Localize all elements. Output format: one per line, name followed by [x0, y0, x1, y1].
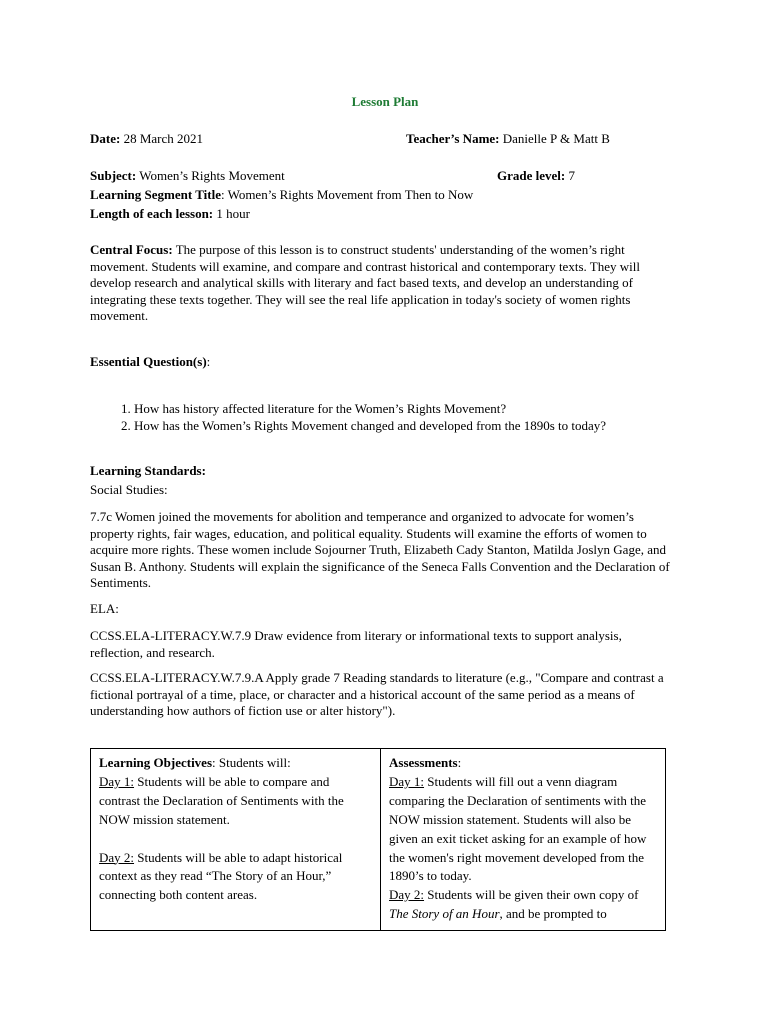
assessment-day-2-tail: , and be prompted to — [499, 906, 607, 922]
objective-day-2-label: Day 2: — [99, 849, 135, 865]
grade-field — [497, 168, 575, 185]
social-studies-standard: 7.7c Women joined the movements for abolition and temperance and organized to advocate for women’s property rights, fair wages, education, and political equality. Students will examine the efforts of women to acquire more rights. These women include Sojourner Truth, Elizabeth Cady Stanton, Matilda Joslyn Gage, and Susan B. Anthony. Students will explain the significance of the Seneca Falls Convention and the Declaration of Sentiments. — [90, 509, 670, 590]
segment-field — [90, 187, 473, 204]
objectives-assessments-table — [90, 748, 666, 931]
essential-colon: : — [206, 354, 211, 369]
objectives-intro: : Students will: — [212, 755, 291, 770]
ela-label: ELA: — [90, 601, 119, 616]
central-focus-label: Central Focus: — [90, 242, 173, 257]
social-studies-label: Social Studies: — [90, 482, 168, 497]
list-item: 1. How has history affected literature for the Women’s Rights Movement? — [134, 401, 724, 418]
objective-day-2 — [99, 849, 372, 906]
grade-value: 7 — [568, 168, 575, 183]
assessment-day-2 — [389, 886, 657, 924]
learning-standards-heading — [90, 463, 206, 480]
length-label: Length of each lesson: — [90, 206, 214, 221]
assessment-day-2-text: Students will be given their own copy of — [424, 887, 639, 903]
objectives-label: Learning Objectives — [99, 755, 213, 770]
essential-questions-heading — [90, 354, 210, 371]
length-value: 1 hour — [216, 206, 250, 221]
assessments-cell — [381, 749, 666, 931]
objectives-cell — [91, 749, 381, 931]
assessments-colon: : — [457, 755, 462, 770]
subject-label: Subject: — [90, 168, 137, 183]
central-focus — [90, 242, 678, 325]
objective-day-2-text: Students will be able to adapt historical context as they read “The Story of an Hour,” connecting both content areas. — [99, 849, 343, 903]
ela-standard-2: CCSS.ELA-LITERACY.W.7.9.A Apply grade 7 Reading standards to literature (e.g., "Compare and contrast a fictional portrayal of a time, place, or character and a historical account of the same period as a means of understanding how authors of fiction use or alter history"). — [90, 670, 664, 718]
page-title: Lesson Plan — [351, 94, 419, 109]
objective-day-1-label: Day 1: — [99, 773, 135, 789]
grade-label: Grade level: — [497, 168, 566, 183]
teacher-field — [406, 131, 610, 148]
subject-value: Women’s Rights Movement — [139, 168, 285, 183]
teacher-label: Teacher’s Name: — [406, 131, 500, 146]
subject-field — [90, 168, 285, 185]
date-value: 28 March 2021 — [123, 131, 204, 146]
segment-label: Learning Segment Title — [90, 187, 221, 202]
assessment-day-1-label: Day 1: — [389, 773, 425, 789]
table-row — [91, 749, 666, 931]
central-focus-text: The purpose of this lesson is to construct students' understanding of the women’s right movement. Students will examine, and compare and contrast historical and contemporary texts. They will develop research and analytical skills with literary and fact based texts, and develop an understanding of integrating these texts together. They will see the real life application in today's society of women rights movement. — [90, 242, 640, 323]
length-field — [90, 206, 250, 223]
learning-standards-label: Learning Standards: — [90, 463, 206, 478]
ela-standard-1: CCSS.ELA-LITERACY.W.7.9 Draw evidence from literary or informational texts to support analysis, reflection, and research. — [90, 628, 622, 660]
objectives-heading — [99, 754, 372, 773]
date-label: Date: — [90, 131, 121, 146]
essential-label: Essential Question(s) — [90, 354, 207, 369]
assessments-heading — [389, 754, 657, 773]
objective-day-1 — [99, 773, 372, 830]
assessment-day-1 — [389, 773, 657, 886]
teacher-value: Danielle P & Matt B — [502, 131, 610, 146]
assessment-day-2-label: Day 2: — [389, 887, 425, 903]
story-title: The Story of an Hour — [389, 906, 500, 922]
date-field — [90, 131, 203, 148]
assessments-label: Assessments — [389, 755, 458, 770]
segment-value: : Women’s Rights Movement from Then to Now — [220, 187, 474, 202]
assessment-day-1-text: Students will fill out a venn diagram comparing the Declaration of sentiments with the NOW mission statement. Students will also be given an exit ticket asking for an example of how the women's right movement developed from the 1890’s to today. — [389, 773, 647, 884]
essential-questions-list — [90, 401, 724, 434]
objective-day-1-text: Students will be able to compare and contrast the Declaration of Sentiments with the NOW mission statement. — [99, 773, 344, 827]
list-item: 2. How has the Women’s Rights Movement changed and developed from the 1890s to today? — [134, 418, 724, 435]
